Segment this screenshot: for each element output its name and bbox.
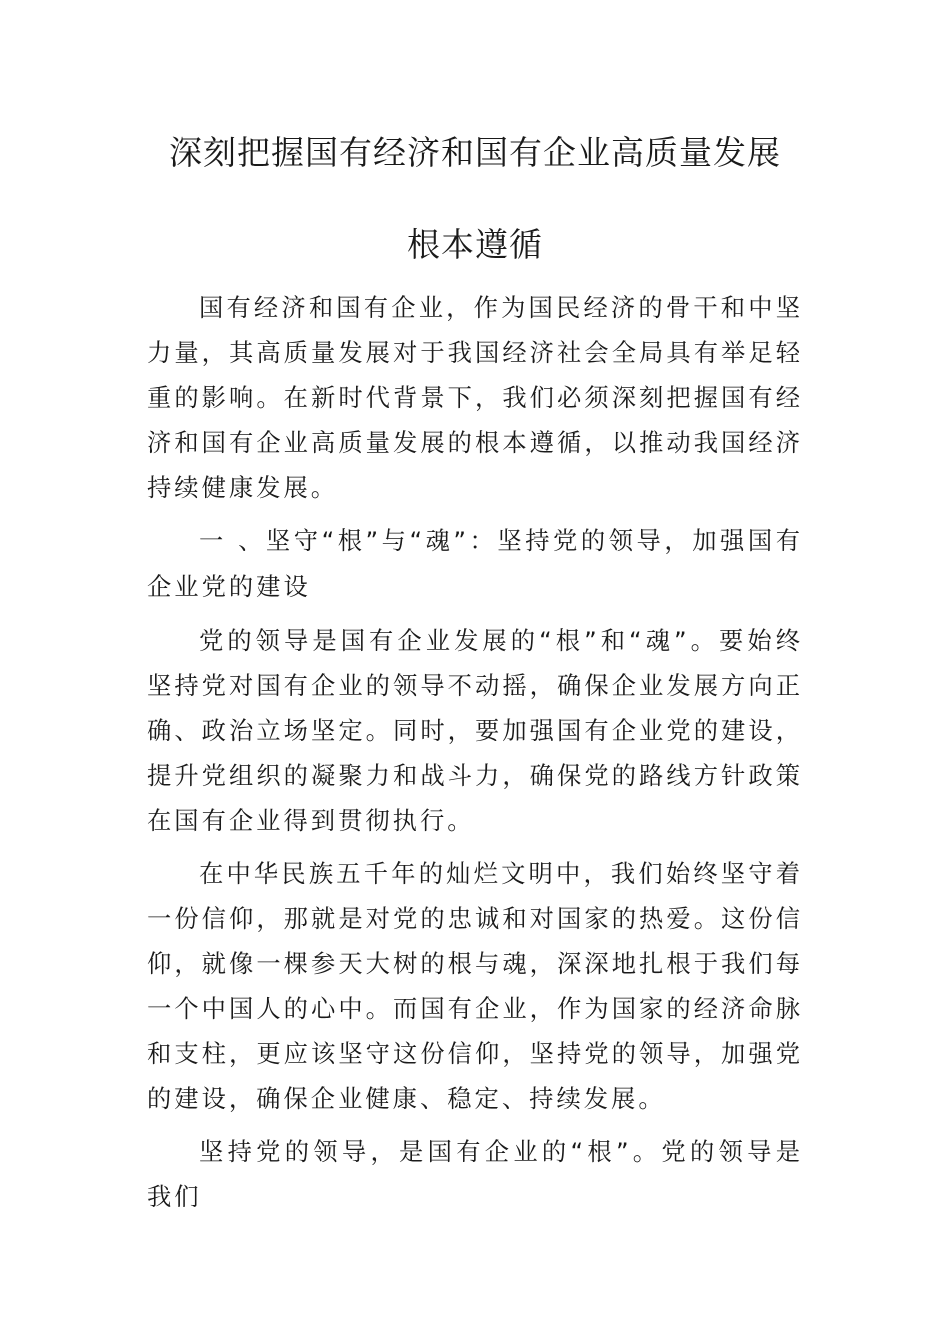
paragraph-intro: 国有经济和国有企业，作为国民经济的骨干和中坚力量，其高质量发展对于我国经济社会全局具有举足轻重的影响。在新时代背景下，我们必须深刻把握国有经济和国有企业高质量发展的根本遵循，以推动我国经济持续健康发展。 (147, 293, 803, 502)
paragraph-faith: 在中华民族五千年的灿烂文明中，我们始终坚守着一份信仰，那就是对党的忠诚和对国家的热爱。这份信仰，就像一棵参天大树的根与魂，深深地扎根于我们每一个中国人的心中。而国有企业，作为国家的经济命脉和支柱，更应该坚守这份信仰，坚持党的领导，加强党的建设，确保企业健康、稳定、持续发展。 (147, 859, 803, 1113)
paragraph-root: 坚持党的领导，是国有企业的“根”。党的领导是我们 (147, 1137, 803, 1211)
section-heading-1: 一 、坚守“根”与“魂”：坚持党的领导，加强国有企业党的建设 (147, 526, 803, 601)
document-body (147, 285, 803, 1227)
document-title-line-1: 深刻把握国有经济和国有企业高质量发展 (169, 133, 781, 172)
document-title-line-2: 根本遵循 (407, 225, 543, 264)
paragraph-party-leadership: 党的领导是国有企业发展的“根”和“魂”。要始终坚持党对国有企业的领导不动摇，确保企业发展方向正确、政治立场坚定。同时，要加强国有企业党的建设，提升党组织的凝聚力和战斗力，确保党的路线方针政策在国有企业得到贯彻执行。 (147, 626, 803, 835)
